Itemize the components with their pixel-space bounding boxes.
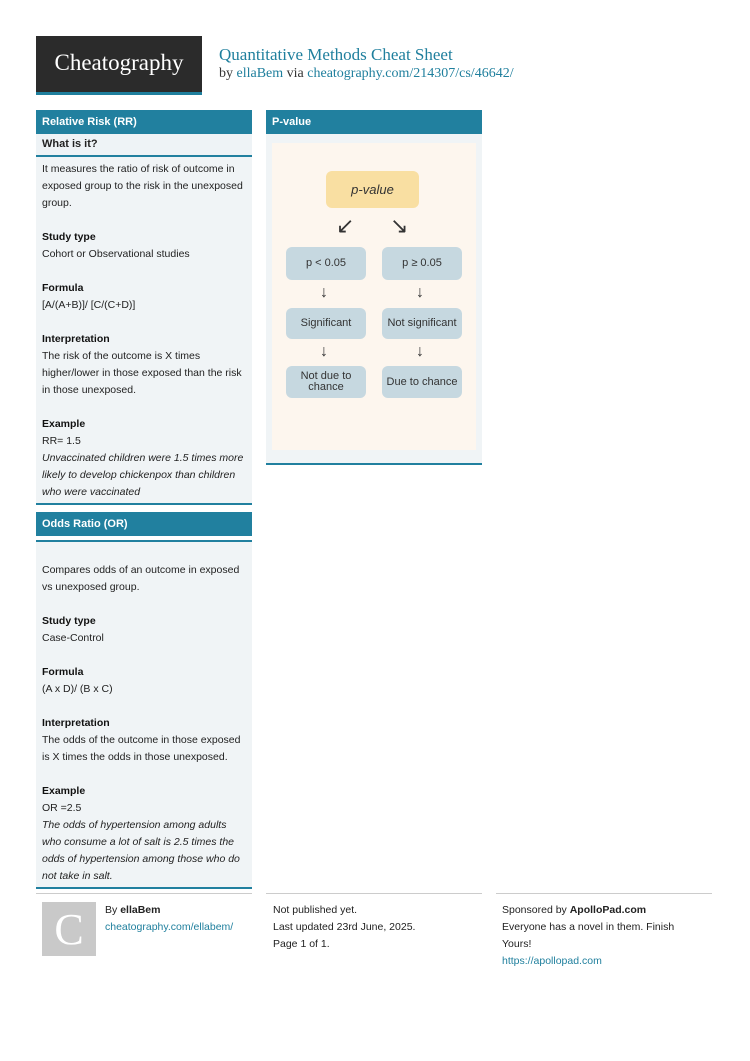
footer-author [105,902,233,936]
relative-risk-body [36,157,252,505]
rr-formula: [A/(A+B)]/ [C/(C+D)] [42,299,136,311]
arrow-down-icon: ↓ [416,343,424,360]
footer-divider [266,893,482,894]
published-status: Not published yet. [273,904,358,916]
odds-ratio-heading: Odds Ratio (OR) [36,512,252,536]
byline [219,66,514,82]
left-conclusion-node [286,366,366,398]
left-result-node [286,308,366,339]
left-conclusion-label: Not due to chance [300,370,352,393]
rr-interpretation: The risk of the outcome is X times higher/lower in those exposed than the risk in those unexposed. [42,350,242,396]
footer-divider [36,893,252,894]
pvalue-node [326,171,419,208]
right-condition-node [382,247,462,280]
arrow-down-icon: ↓ [320,343,328,360]
odds-ratio-block [36,512,252,889]
by-prefix: by [219,66,233,81]
or-example-text: The odds of hypertension among adults who consume a lot of salt is 2.5 times the odds of hypertension among those who do not take in salt. [42,819,240,882]
footer-status [273,902,473,953]
or-formula: (A x D)/ (B x C) [42,683,113,695]
left-condition-node [286,247,366,280]
right-conclusion-label: Due to chance [386,375,458,388]
what-is-it-heading: What is it? [36,134,252,157]
rr-example-text: Unvaccinated children were 1.5 times more likely to develop chickenpox than children who were vaccinated [42,452,244,498]
arrow-down-left-icon: ↙ [336,213,355,238]
logo-text: Cheatography [54,50,184,75]
relative-risk-block [36,110,252,505]
rr-description: It measures the ratio of risk of outcome in exposed group to the risk in the unexposed group. [42,163,243,209]
right-result-label: Not significant [387,317,457,329]
left-result-label: Significant [300,317,352,329]
rr-example-value: RR= 1.5 [42,435,81,447]
or-example-label: Example [42,785,86,797]
arrow-down-icon: ↓ [416,284,424,301]
sponsor-name[interactable]: ApolloPad.com [569,904,647,916]
or-interpretation: The odds of the outcome in those exposed is X times the odds in those unexposed. [42,734,241,763]
or-interpretation-label: Interpretation [42,717,110,729]
sponsor-prefix: Sponsored by [502,904,567,916]
pvalue-node-label: p-value [351,182,394,197]
last-updated: Last updated 23rd June, 2025. [273,921,416,933]
page-title: Quantitative Methods Cheat Sheet [219,45,453,64]
or-study-type: Case-Control [42,632,104,644]
odds-ratio-body [36,540,252,889]
sheet-url-link[interactable]: cheatography.com/214307/cs/46642/ [307,66,514,81]
or-example-value: OR =2.5 [42,802,82,814]
relative-risk-heading: Relative Risk (RR) [36,110,252,134]
footer-author-name[interactable]: ellaBem [120,904,161,916]
rr-study-type-label: Study type [42,231,96,243]
rr-example-label: Example [42,418,86,430]
or-formula-label: Formula [42,666,84,678]
right-result-node [382,308,462,339]
author-link[interactable]: ellaBem [236,66,284,81]
right-condition-label: p ≥ 0.05 [402,257,442,269]
sponsor-text: Everyone has a novel in them. Finish Yours! [502,921,675,950]
pvalue-diagram [272,143,476,450]
cheatography-logo[interactable] [36,36,202,95]
arrow-down-icon: ↓ [320,284,328,301]
pvalue-heading: P-value [266,110,482,134]
sponsor-link[interactable]: https://apollopad.com [502,955,602,967]
or-study-type-label: Study type [42,615,96,627]
right-conclusion-node [382,366,462,398]
footer-author-link[interactable]: cheatography.com/ellabem/ [105,921,234,933]
rr-study-type: Cohort or Observational studies [42,248,190,260]
footer-by-label: By [105,904,118,916]
arrow-down-right-icon: ↘ [390,213,409,238]
or-description: Compares odds of an outcome in exposed vs unexposed group. [42,564,240,593]
left-condition-label: p < 0.05 [305,257,347,269]
avatar[interactable]: C [42,902,96,956]
rr-interpretation-label: Interpretation [42,333,110,345]
footer-sponsor [502,902,702,970]
page-count: Page 1 of 1. [273,938,330,950]
footer-divider [496,893,712,894]
via-label: via [286,66,304,81]
rr-formula-label: Formula [42,282,84,294]
